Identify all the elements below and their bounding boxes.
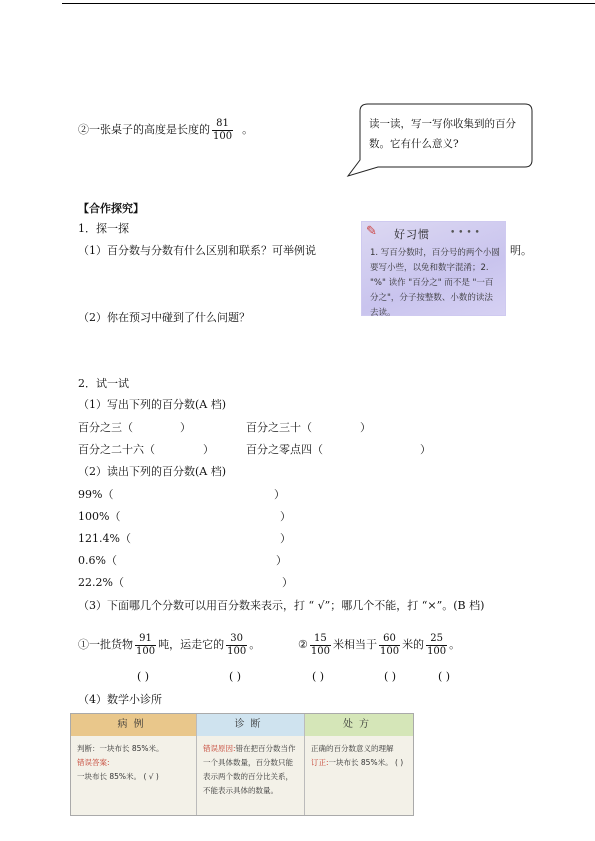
frac-den: 100 [227,645,247,657]
example-1 [78,633,260,657]
intro-prefix: ②一张桌子的高度是长度的 [78,123,210,136]
write-item-3-close: ） [203,443,214,456]
frac-num: 81 [212,118,233,131]
intro-line [78,118,253,142]
clinic-col-prescription [305,714,413,815]
top-rule [62,3,595,4]
frac-num: 30 [226,633,247,646]
read-item-1: 99%（ [78,488,114,501]
frac-den: 100 [136,645,156,657]
write-item-1 [78,419,133,435]
intro-suffix: 。 [242,123,254,136]
ex1-fraction-1 [135,633,156,657]
ex2-text-d: 。 [449,638,461,651]
s1-q1: （1）百分数与分数有什么区别和联系？可举例说 [78,244,316,257]
read-item-3: 121.4%（ [78,532,131,545]
frac-num: 15 [310,633,331,646]
clinic-diagnosis-red: 错误原因: [203,744,236,753]
ex1-text-c: 。 [249,638,261,651]
clinic-prescription-line1: 正确的百分数意义的理解 [311,744,394,753]
ex2-text-a: ② [298,638,308,651]
clinic-diagnosis-body [197,736,304,804]
read-item-5: 22.2%（ [78,576,124,589]
bubble-text: 读一读，写一写你收集到的百分数。它有什么意义? [369,118,516,150]
ex2-text-c: 米的 [402,638,425,651]
frac-num: 60 [379,633,400,646]
frac-den: 100 [310,645,330,657]
s1-q2: （2）你在预习中碰到了什么问题？ [78,311,250,324]
s1-title: 1．探一探 [78,222,129,235]
clinic-header-prescription: 处方 [305,714,413,736]
clinic-col-case [71,714,197,815]
s2-q1: （1）写出下列的百分数(A 档) [78,398,227,411]
example-2 [298,633,460,657]
clinic-col-diagnosis [197,714,305,815]
answer-paren-1[interactable]: ( ) [137,670,150,683]
ex2-fraction-2 [379,633,400,657]
read-item-4: 0.6%（ [78,554,117,567]
clinic-prescription-line2: 一块布长 85%米。 ( ) [328,758,404,767]
clinic-case-body [71,736,196,790]
frac-den: 100 [379,645,400,657]
s2-q2: （2）读出下列的百分数(A 档) [78,465,227,478]
intro-fraction [212,118,233,142]
write-item-4: 百分之零点四（ [246,443,323,456]
math-clinic-image [70,713,414,816]
answer-paren-3[interactable]: ( ) [312,670,325,683]
habit-card-image [361,221,506,316]
ex2-fraction-1 [310,633,331,657]
frac-num: 25 [426,633,447,646]
ex1-fraction-2 [226,633,247,657]
brush-icon: ✎ [366,224,377,239]
answer-paren-5[interactable]: ( ) [438,670,451,683]
ex1-text-b: 吨，运走它的 [158,638,225,651]
habit-card-title: 好习惯 [394,228,430,241]
s2-q4: （4）数学小诊所 [78,693,162,706]
clinic-prescription-body [305,736,413,776]
write-item-1-close: ） [180,421,191,434]
clinic-diagnosis-text: 错在把百分数当作一个具体数量，百分数只能表示两个数的百分比关系，不能表示具体的数量。 [203,744,296,795]
read-item-2-close: ） [280,510,291,523]
ex1-text-a: ①一批货物 [78,638,133,651]
read-item-1-close: ） [274,488,285,501]
clinic-case-line1: 判断：一块布长 85%米。 [77,744,164,753]
ex2-text-b: 米相当于 [332,638,377,651]
habit-card-text: 1. 写百分数时，百分号的两个小圆要写小些，以免和数字混淆；2. "%" 读作 "百分之" 而不是 "一百分之"，分子按整数、小数的读法去读。 [370,248,500,318]
write-item-1-label: 百分之三（ [78,421,133,434]
read-item-3-close: ） [280,532,291,545]
read-item-4-close: ） [276,554,287,567]
write-item-3: 百分之二十六（ [78,443,155,456]
s1-q1-end: 明。 [510,244,532,257]
frac-num: 91 [135,633,156,646]
clinic-header-case: 病例 [71,714,196,736]
clinic-case-red: 错误答案: [77,758,110,767]
read-item-2: 100%（ [78,510,121,523]
write-item-2: 百分之三十（ [246,421,312,434]
write-item-2-close: ） [360,421,371,434]
write-item-4-close: ） [420,443,431,456]
s2-title: 2．试一试 [78,377,129,390]
clinic-header-diagnosis: 诊断 [197,714,304,736]
answer-paren-4[interactable]: ( ) [384,670,397,683]
s2-q3: （3）下面哪几个分数可以用百分数来表示，打 “ √”；哪几个不能，打 “×”。(B 档) [78,599,485,612]
frac-den: 100 [427,645,447,657]
answer-paren-2[interactable]: ( ) [229,670,242,683]
read-item-5-close: ） [282,576,293,589]
clinic-prescription-red: 订正: [311,758,329,767]
ex2-fraction-3 [426,633,447,657]
section-title: 【合作探究】 [78,202,144,215]
clinic-case-line2: 一块布长 85%米。 ( √ ) [77,772,159,781]
dots-decoration: • • • • [450,228,480,238]
frac-den: 100 [213,130,233,142]
